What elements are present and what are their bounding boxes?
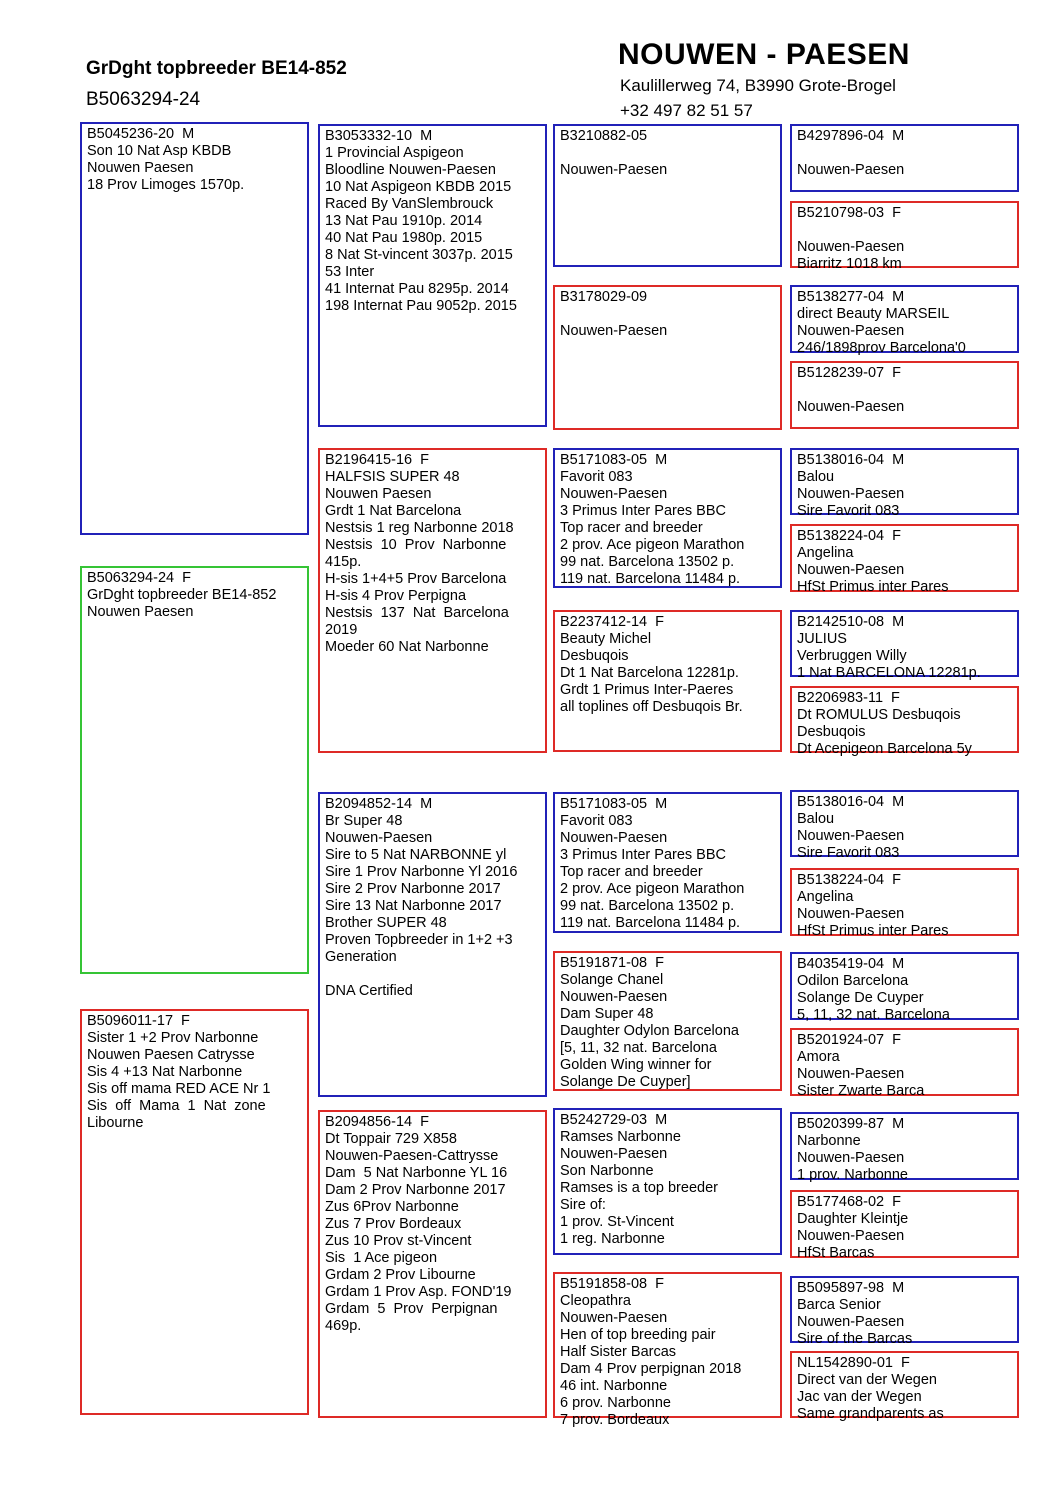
pedigree-text-line	[560, 306, 776, 323]
ring-number: B3210882-05	[560, 128, 648, 144]
pedigree-text-line: 1 Provincial Aspigeon	[325, 145, 464, 161]
pedigree-box-gen3-3	[553, 448, 782, 588]
pedigree-text-line: Odilon Barcelona	[797, 973, 909, 989]
pedigree-text-line: Direct van der Wegen	[797, 1372, 937, 1388]
pedigree-text-line: Narbonne	[797, 1133, 861, 1149]
pedigree-text-line: Daughter Kleintje	[797, 1211, 909, 1227]
ring-number: B3178029-09	[560, 289, 648, 305]
pedigree-text-line: Sire 13 Nat Narbonne 2017	[325, 898, 502, 914]
pedigree-text-line: Nestsis 1 reg Narbonne 2018	[325, 520, 514, 536]
pedigree-text-line: Grdt 1 Nat Barcelona	[325, 503, 462, 519]
pedigree-text-line: 6 prov. Narbonne	[560, 1395, 671, 1411]
pedigree-text-line: Sire 2 Prov Narbonne 2017	[325, 881, 501, 897]
pedigree-text-line: JULIUS	[797, 631, 847, 647]
pedigree-text-line: Nouwen-Paesen	[797, 486, 905, 502]
pedigree-text-line: Proven Topbreeder in 1+2 +3	[325, 932, 513, 948]
pedigree-text-line: 13 Nat Pau 1910p. 2014	[325, 213, 483, 229]
pedigree-text-line: Balou	[797, 469, 835, 485]
pedigree-text-line: Nouwen Paesen Catrysse	[87, 1047, 255, 1063]
pedigree-text-line: Balou	[797, 811, 835, 827]
pedigree-text-line: Sire Favorit 083	[797, 845, 900, 861]
pedigree-text-line: Dam Super 48	[560, 1006, 654, 1022]
pedigree-text-line: Sire 1 Prov Narbonne Yl 2016	[325, 864, 518, 880]
ring-number: B5210798-03 F	[797, 205, 901, 221]
ring-number: B2196415-16 F	[325, 452, 429, 468]
pedigree-text-line: Sire Favorit 083	[797, 503, 900, 519]
pedigree-box-gen2-1	[318, 124, 547, 427]
pedigree-text-line: Nouwen-Paesen	[797, 1228, 905, 1244]
loft-phone: +32 497 82 51 57	[620, 101, 753, 120]
pedigree-text-line: 198 Internat Pau 9052p. 2015	[325, 298, 517, 314]
pedigree-text-line: Moeder 60 Nat Narbonne	[325, 639, 489, 655]
pedigree-text-line: Sire of the Barcas	[797, 1331, 913, 1347]
pedigree-text-line: Nouwen-Paesen	[797, 1314, 905, 1330]
pedigree-text-line: Grdt 1 Primus Inter-Paeres	[560, 682, 734, 698]
pedigree-text-line: 41 Internat Pau 8295p. 2014	[325, 281, 509, 297]
pedigree-text-line: 415p.	[325, 554, 362, 570]
pedigree-text-line: Nouwen Paesen	[87, 604, 194, 620]
ring-number: B4035419-04 M	[797, 956, 905, 972]
pedigree-text-line: Nouwen-Paesen	[560, 162, 668, 178]
pedigree-box-dam	[80, 1009, 309, 1415]
pedigree-text-line: GrDght topbreeder BE14-852	[87, 587, 277, 603]
pedigree-text-line: Nouwen-Paesen-Cattrysse	[325, 1148, 499, 1164]
pedigree-text-line: 3 Primus Inter Pares BBC	[560, 503, 726, 519]
pedigree-box-gen3-1	[553, 124, 782, 267]
pedigree-text-line: Nouwen-Paesen	[560, 830, 668, 846]
pedigree-text-line: Ramses is a top breeder	[560, 1180, 718, 1196]
pedigree-text-line: 2019	[325, 622, 358, 638]
pedigree-text-line: Top racer and breeder	[560, 864, 703, 880]
pedigree-box-gen3-4	[553, 610, 782, 752]
pedigree-text-line: Top racer and breeder	[560, 520, 703, 536]
pedigree-text-line: Zus 6Prov Narbonne	[325, 1199, 459, 1215]
pedigree-text-line: 119 nat. Barcelona 11484 p.	[560, 571, 741, 587]
pedigree-text-line: Nouwen-Paesen	[797, 323, 905, 339]
pedigree-text-line	[797, 145, 1013, 162]
pedigree-box-gen4-7	[790, 610, 1019, 681]
loft-address: Kaulillerweg 74, B3990 Grote-Brogel	[620, 76, 896, 95]
pedigree-text-line: Nestsis 137 Nat Barcelona	[325, 605, 509, 621]
pedigree-text-line: 246/1898prov Barcelona'0	[797, 340, 966, 356]
pedigree-text-line: HfSt Primus inter Pares	[797, 579, 949, 595]
pedigree-box-sire	[80, 122, 309, 535]
pedigree-text-line: 469p.	[325, 1318, 362, 1334]
ring-number: B5020399-87 M	[797, 1116, 905, 1132]
pedigree-box-gen4-16	[790, 1351, 1019, 1422]
pedigree-box-gen4-15	[790, 1276, 1019, 1347]
pedigree-text-line: Son Narbonne	[560, 1163, 654, 1179]
pedigree-text-line: HfSt Primus inter Pares	[797, 923, 949, 939]
ring-number: B5128239-07 F	[797, 365, 901, 381]
pedigree-text-line: 10 Nat Aspigeon KBDB 2015	[325, 179, 512, 195]
ring-number: B5045236-20 M	[87, 126, 195, 142]
ring-number: B3053332-10 M	[325, 128, 433, 144]
pedigree-text-line: Desbuqois	[797, 724, 866, 740]
pedigree-text-line: Nouwen-Paesen	[797, 239, 905, 255]
pedigree-text-line: Zus 7 Prov Bordeaux	[325, 1216, 462, 1232]
pedigree-text-line: 99 nat. Barcelona 13502 p.	[560, 898, 735, 914]
pedigree-text-line: 99 nat. Barcelona 13502 p.	[560, 554, 735, 570]
pedigree-box-gen4-11	[790, 952, 1019, 1023]
ring-number: B5138016-04 M	[797, 794, 905, 810]
pedigree-box-gen4-6	[790, 524, 1019, 595]
pedigree-box-gen4-9	[790, 790, 1019, 861]
pedigree-text-line: Sister 1 +2 Prov Narbonne	[87, 1030, 259, 1046]
pedigree-text-line: Nouwen-Paesen	[560, 323, 668, 339]
pedigree-text-line: Dam 2 Prov Narbonne 2017	[325, 1182, 506, 1198]
pedigree-text-line: Nouwen-Paesen	[560, 989, 668, 1005]
ring-number: B5201924-07 F	[797, 1032, 901, 1048]
pedigree-box-gen3-2	[553, 285, 782, 430]
ring-number: B5191871-08 F	[560, 955, 664, 971]
pedigree-box-gen4-4	[790, 361, 1019, 429]
ring-number: B5138277-04 M	[797, 289, 905, 305]
pedigree-text-line: Solange De Cuyper]	[560, 1074, 691, 1090]
pedigree-text-line: Sis 4 +13 Nat Narbonne	[87, 1064, 243, 1080]
ring-number: B5063294-24 F	[87, 570, 191, 586]
pedigree-text-line: 46 int. Narbonne	[560, 1378, 668, 1394]
pedigree-box-gen4-8	[790, 686, 1019, 757]
pedigree-box-gen2-2	[318, 448, 547, 753]
pedigree-box-gen3-8	[553, 1272, 782, 1428]
pedigree-text-line	[560, 145, 776, 162]
pedigree-text-line: Dt 1 Nat Barcelona 12281p.	[560, 665, 739, 681]
pedigree-text-line: Nouwen-Paesen	[560, 1146, 668, 1162]
pedigree-box-gen4-13	[790, 1112, 1019, 1183]
pedigree-text-line: Nouwen-Paesen	[797, 1066, 905, 1082]
pedigree-text-line: Hen of top breeding pair	[560, 1327, 716, 1343]
ring-number: B5191858-08 F	[560, 1276, 664, 1292]
pedigree-text-line: Grdam 2 Prov Libourne	[325, 1267, 476, 1283]
pedigree-box-gen2-3	[318, 792, 547, 1097]
ring-number: B2094852-14 M	[325, 796, 433, 812]
ring-number: B5171083-05 M	[560, 796, 668, 812]
pedigree-text-line: 18 Prov Limoges 1570p.	[87, 177, 245, 193]
ring-number: B5138224-04 F	[797, 872, 901, 888]
pedigree-box-gen4-3	[790, 285, 1019, 356]
pedigree-box-gen4-14	[790, 1190, 1019, 1261]
pedigree-text-line: Nouwen-Paesen	[797, 828, 905, 844]
pedigree-text-line: Dam 4 Prov perpignan 2018	[560, 1361, 742, 1377]
pedigree-box-gen4-10	[790, 868, 1019, 939]
pedigree-text-line: Angelina	[797, 545, 854, 561]
pedigree-text-line: 1 reg. Narbonne	[560, 1231, 665, 1247]
ring-number: B5171083-05 M	[560, 452, 668, 468]
pedigree-text-line: Sis 1 Ace pigeon	[325, 1250, 438, 1266]
pedigree-text-line: Son 10 Nat Asp KBDB	[87, 143, 232, 159]
pedigree-text-line: Generation	[325, 949, 397, 965]
pedigree-text-line: Dt Toppair 729 X858	[325, 1131, 457, 1147]
pedigree-box-gen4-12	[790, 1028, 1019, 1099]
pedigree-text-line: 53 Inter	[325, 264, 375, 280]
subject-ring-number: B5063294-24	[86, 89, 201, 110]
pedigree-text-line: all toplines off Desbuqois Br.	[560, 699, 743, 715]
pedigree-text-line: Half Sister Barcas	[560, 1344, 677, 1360]
pedigree-text-line: Nouwen-Paesen	[797, 399, 905, 415]
subject-title: GrDght topbreeder BE14-852	[86, 58, 347, 79]
pedigree-box-gen4-5	[790, 448, 1019, 519]
pedigree-text-line: H-sis 4 Prov Perpigna	[325, 588, 467, 604]
pedigree-text-line: 8 Nat St-vincent 3037p. 2015	[325, 247, 513, 263]
pedigree-text-line: Amora	[797, 1049, 840, 1065]
pedigree-text-line: DNA Certified	[325, 983, 413, 999]
pedigree-text-line	[797, 222, 1013, 239]
pedigree-text-line: 119 nat. Barcelona 11484 p.	[560, 915, 741, 931]
pedigree-text-line: Grdam 1 Prov Asp. FOND'19	[325, 1284, 512, 1300]
pedigree-text-line: Daughter Odylon Barcelona	[560, 1023, 739, 1039]
pedigree-box-subject	[80, 566, 309, 974]
pedigree-text-line: HfSt Barcas	[797, 1245, 875, 1261]
ring-number: B5138224-04 F	[797, 528, 901, 544]
pedigree-text-line: Nouwen-Paesen	[325, 830, 433, 846]
pedigree-box-gen4-2	[790, 201, 1019, 272]
ring-number: B2206983-11 F	[797, 690, 900, 706]
ring-number: B5177468-02 F	[797, 1194, 901, 1210]
ring-number: B2142510-08 M	[797, 614, 905, 630]
pedigree-text-line: Solange De Cuyper	[797, 990, 924, 1006]
pedigree-text-line: 2 prov. Ace pigeon Marathon	[560, 881, 745, 897]
pedigree-text-line: Barca Senior	[797, 1297, 881, 1313]
pedigree-text-line: Brother SUPER 48	[325, 915, 447, 931]
pedigree-text-line: Dam 5 Nat Narbonne YL 16	[325, 1165, 508, 1181]
ring-number: B2237412-14 F	[560, 614, 664, 630]
pedigree-text-line: Nouwen-Paesen	[797, 1150, 905, 1166]
pedigree-text-line: Biarritz 1018 km	[797, 256, 902, 272]
pedigree-text-line: Nouwen Paesen	[87, 160, 194, 176]
pedigree-text-line: Sire of:	[560, 1197, 606, 1213]
pedigree-text-line: Nouwen-Paesen	[560, 1310, 668, 1326]
ring-number: B4297896-04 M	[797, 128, 905, 144]
pedigree-text-line: Favorit 083	[560, 469, 633, 485]
pedigree-text-line: [5, 11, 32 nat. Barcelona	[560, 1040, 717, 1056]
pedigree-text-line: Dt ROMULUS Desbuqois	[797, 707, 961, 723]
ring-number: B5095897-98 M	[797, 1280, 905, 1296]
pedigree-text-line: 1 prov. Narbonne	[797, 1167, 908, 1183]
pedigree-text-line: Dt Acepigeon Barcelona 5y	[797, 741, 972, 757]
pedigree-text-line: Beauty Michel	[560, 631, 652, 647]
pedigree-text-line: 5, 11, 32 nat. Barcelona	[797, 1007, 950, 1023]
pedigree-text-line: 1 prov. St-Vincent	[560, 1214, 674, 1230]
ring-number: B5242729-03 M	[560, 1112, 668, 1128]
pedigree-text-line	[797, 382, 1013, 399]
pedigree-text-line: direct Beauty MARSEIL	[797, 306, 950, 322]
pedigree-text-line: Bloodline Nouwen-Paesen	[325, 162, 496, 178]
pedigree-text-line: Desbuqois	[560, 648, 629, 664]
pedigree-text-line: Libourne	[87, 1115, 144, 1131]
pedigree-box-gen3-5	[553, 792, 782, 933]
pedigree-text-line: HALFSIS SUPER 48	[325, 469, 460, 485]
pedigree-text-line: Golden Wing winner for	[560, 1057, 712, 1073]
pedigree-text-line	[325, 966, 541, 983]
pedigree-text-line: Nestsis 10 Prov Narbonne	[325, 537, 507, 553]
pedigree-text-line: Nouwen-Paesen	[797, 562, 905, 578]
pedigree-text-line: Jac van der Wegen	[797, 1389, 922, 1405]
pedigree-text-line: 2 prov. Ace pigeon Marathon	[560, 537, 745, 553]
pedigree-text-line: 3 Primus Inter Pares BBC	[560, 847, 726, 863]
ring-number: B5096011-17 F	[87, 1013, 190, 1029]
pedigree-box-gen3-6	[553, 951, 782, 1091]
ring-number: B5138016-04 M	[797, 452, 905, 468]
ring-number: NL1542890-01 F	[797, 1355, 910, 1371]
pedigree-text-line: 7 prov. Bordeaux	[560, 1412, 670, 1428]
pedigree-text-line: Raced By VanSlembrouck	[325, 196, 494, 212]
pedigree-text-line: Sis off Mama 1 Nat zone	[87, 1098, 266, 1114]
pedigree-text-line: Nouwen Paesen	[325, 486, 432, 502]
pedigree-text-line: Solange Chanel	[560, 972, 664, 988]
pedigree-box-gen2-4	[318, 1110, 547, 1418]
pedigree-text-line: Br Super 48	[325, 813, 403, 829]
pedigree-text-line: Sister Zwarte Barca	[797, 1083, 925, 1099]
loft-name: NOUWEN - PAESEN	[618, 38, 910, 71]
pedigree-text-line: Zus 10 Prov st-Vincent	[325, 1233, 472, 1249]
pedigree-text-line: Sire to 5 Nat NARBONNE yl	[325, 847, 507, 863]
ring-number: B2094856-14 F	[325, 1114, 429, 1130]
pedigree-text-line: Favorit 083	[560, 813, 633, 829]
pedigree-text-line: Verbruggen Willy	[797, 648, 907, 664]
pedigree-text-line: Grdam 5 Prov Perpignan	[325, 1301, 498, 1317]
pedigree-text-line: Cleopathra	[560, 1293, 631, 1309]
pedigree-text-line: Sis off mama RED ACE Nr 1	[87, 1081, 271, 1097]
pedigree-text-line: Angelina	[797, 889, 854, 905]
pedigree-text-line: Nouwen-Paesen	[797, 906, 905, 922]
pedigree-text-line: Ramses Narbonne	[560, 1129, 681, 1145]
pedigree-text-line: 1 Nat BARCELONA 12281p.	[797, 665, 981, 681]
pedigree-box-gen4-1	[790, 124, 1019, 192]
pedigree-text-line: Nouwen-Paesen	[797, 162, 905, 178]
pedigree-box-gen3-7	[553, 1108, 782, 1255]
pedigree-text-line: 40 Nat Pau 1980p. 2015	[325, 230, 483, 246]
pedigree-text-line: H-sis 1+4+5 Prov Barcelona	[325, 571, 507, 587]
pedigree-text-line: Nouwen-Paesen	[560, 486, 668, 502]
pedigree-text-line: Same grandparents as	[797, 1406, 944, 1422]
